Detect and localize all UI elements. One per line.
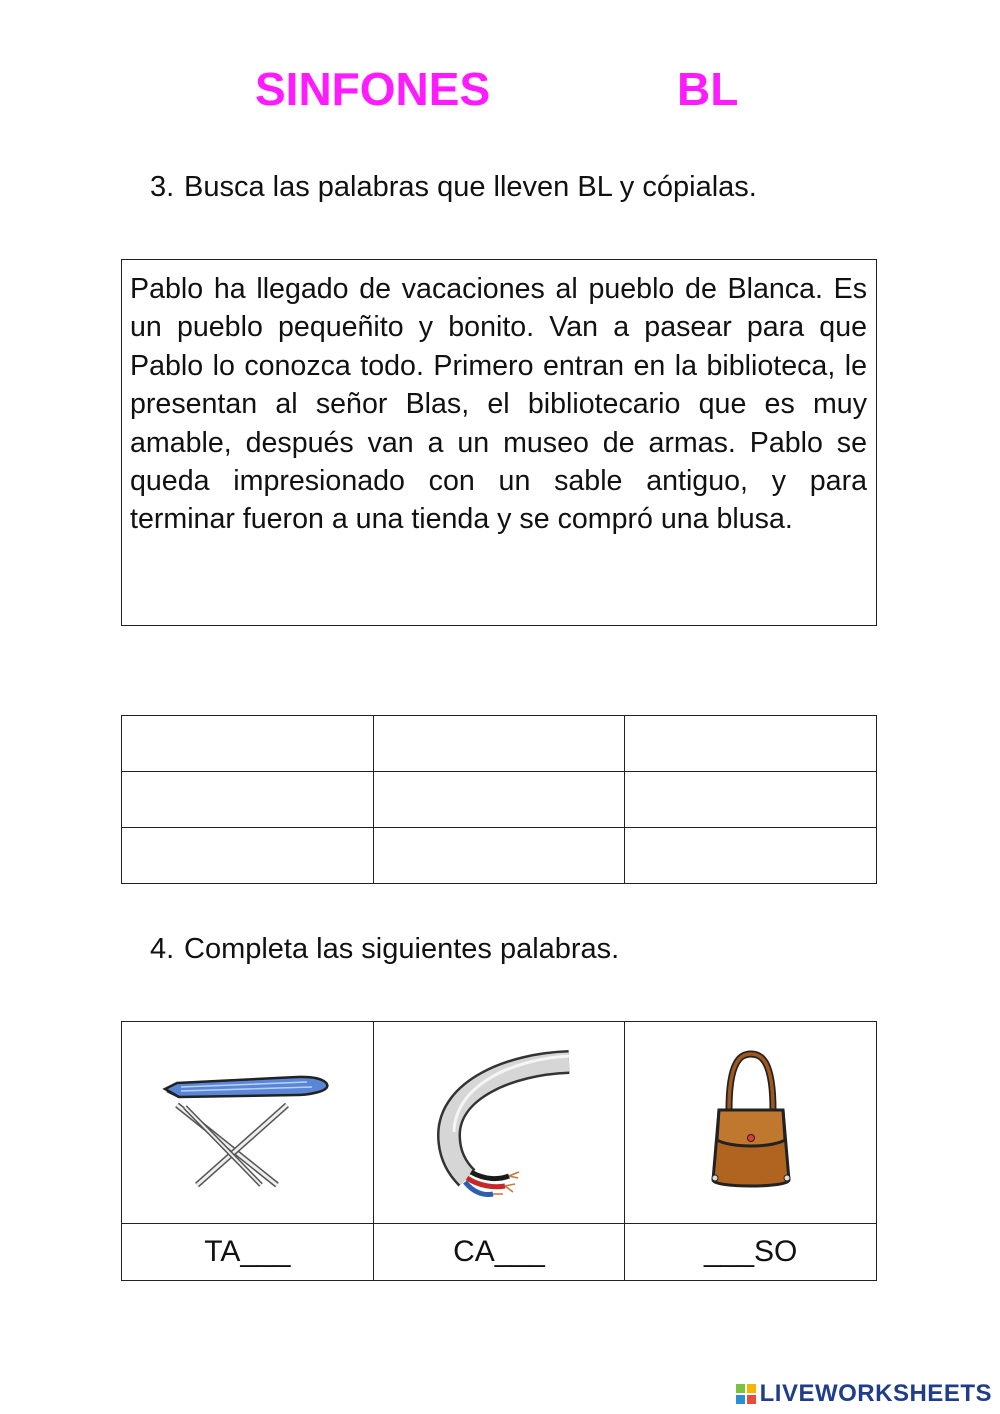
answer-cell[interactable] [373, 772, 625, 828]
incomplete-word-3[interactable]: ___SO [625, 1224, 877, 1281]
exercise-4-instruction [150, 933, 619, 966]
title-bl: BL [677, 63, 739, 115]
reading-passage: Pablo ha llegado de vacaciones al pueblo de Blanca. Es un pueblo pequeñito y bonito. Van a pasear para que Pablo lo conozca todo. Primero entran en la biblioteca, le presentan al señor Blas, el bibliotecario que es muy amable, después van a un museo de armas. Pablo se queda impresionado con un sable antiguo, y para terminar fueron a una tienda y se compró una blusa. [130, 273, 867, 536]
exercise-3-number: 3. [150, 171, 175, 203]
exercise-3-text: Busca las palabras que lleven BL y cópialas. [184, 171, 757, 203]
answer-cell[interactable] [373, 828, 625, 884]
picture-cell-1 [122, 1022, 374, 1224]
answer-cell[interactable] [625, 716, 877, 772]
handbag-icon [661, 1040, 841, 1200]
exercise-4-text: Completa las siguientes palabras. [184, 933, 620, 965]
brand-footer [735, 1380, 992, 1408]
liveworksheets-logo-icon [735, 1383, 757, 1405]
picture-cell-2 [373, 1022, 625, 1224]
answer-grid [121, 715, 877, 884]
answer-cell[interactable] [122, 716, 374, 772]
word-picture-table [121, 1021, 877, 1281]
answer-cell[interactable] [122, 772, 374, 828]
cable-icon [409, 1040, 589, 1200]
answer-cell[interactable] [373, 716, 625, 772]
page-title [0, 62, 1000, 118]
answer-cell[interactable] [625, 828, 877, 884]
title-sinfones: SINFONES [255, 63, 491, 115]
reading-passage-box [121, 259, 877, 626]
answer-cell[interactable] [122, 828, 374, 884]
brand-name: LIVEWORKSHEETS [759, 1380, 992, 1407]
picture-cell-3 [625, 1022, 877, 1224]
incomplete-word-2[interactable]: CA___ [373, 1224, 625, 1281]
exercise-3-instruction [150, 171, 757, 204]
answer-cell[interactable] [625, 772, 877, 828]
incomplete-word-1[interactable]: TA___ [122, 1224, 374, 1281]
ironing-board-icon [157, 1045, 337, 1195]
exercise-4-number: 4. [150, 933, 175, 965]
